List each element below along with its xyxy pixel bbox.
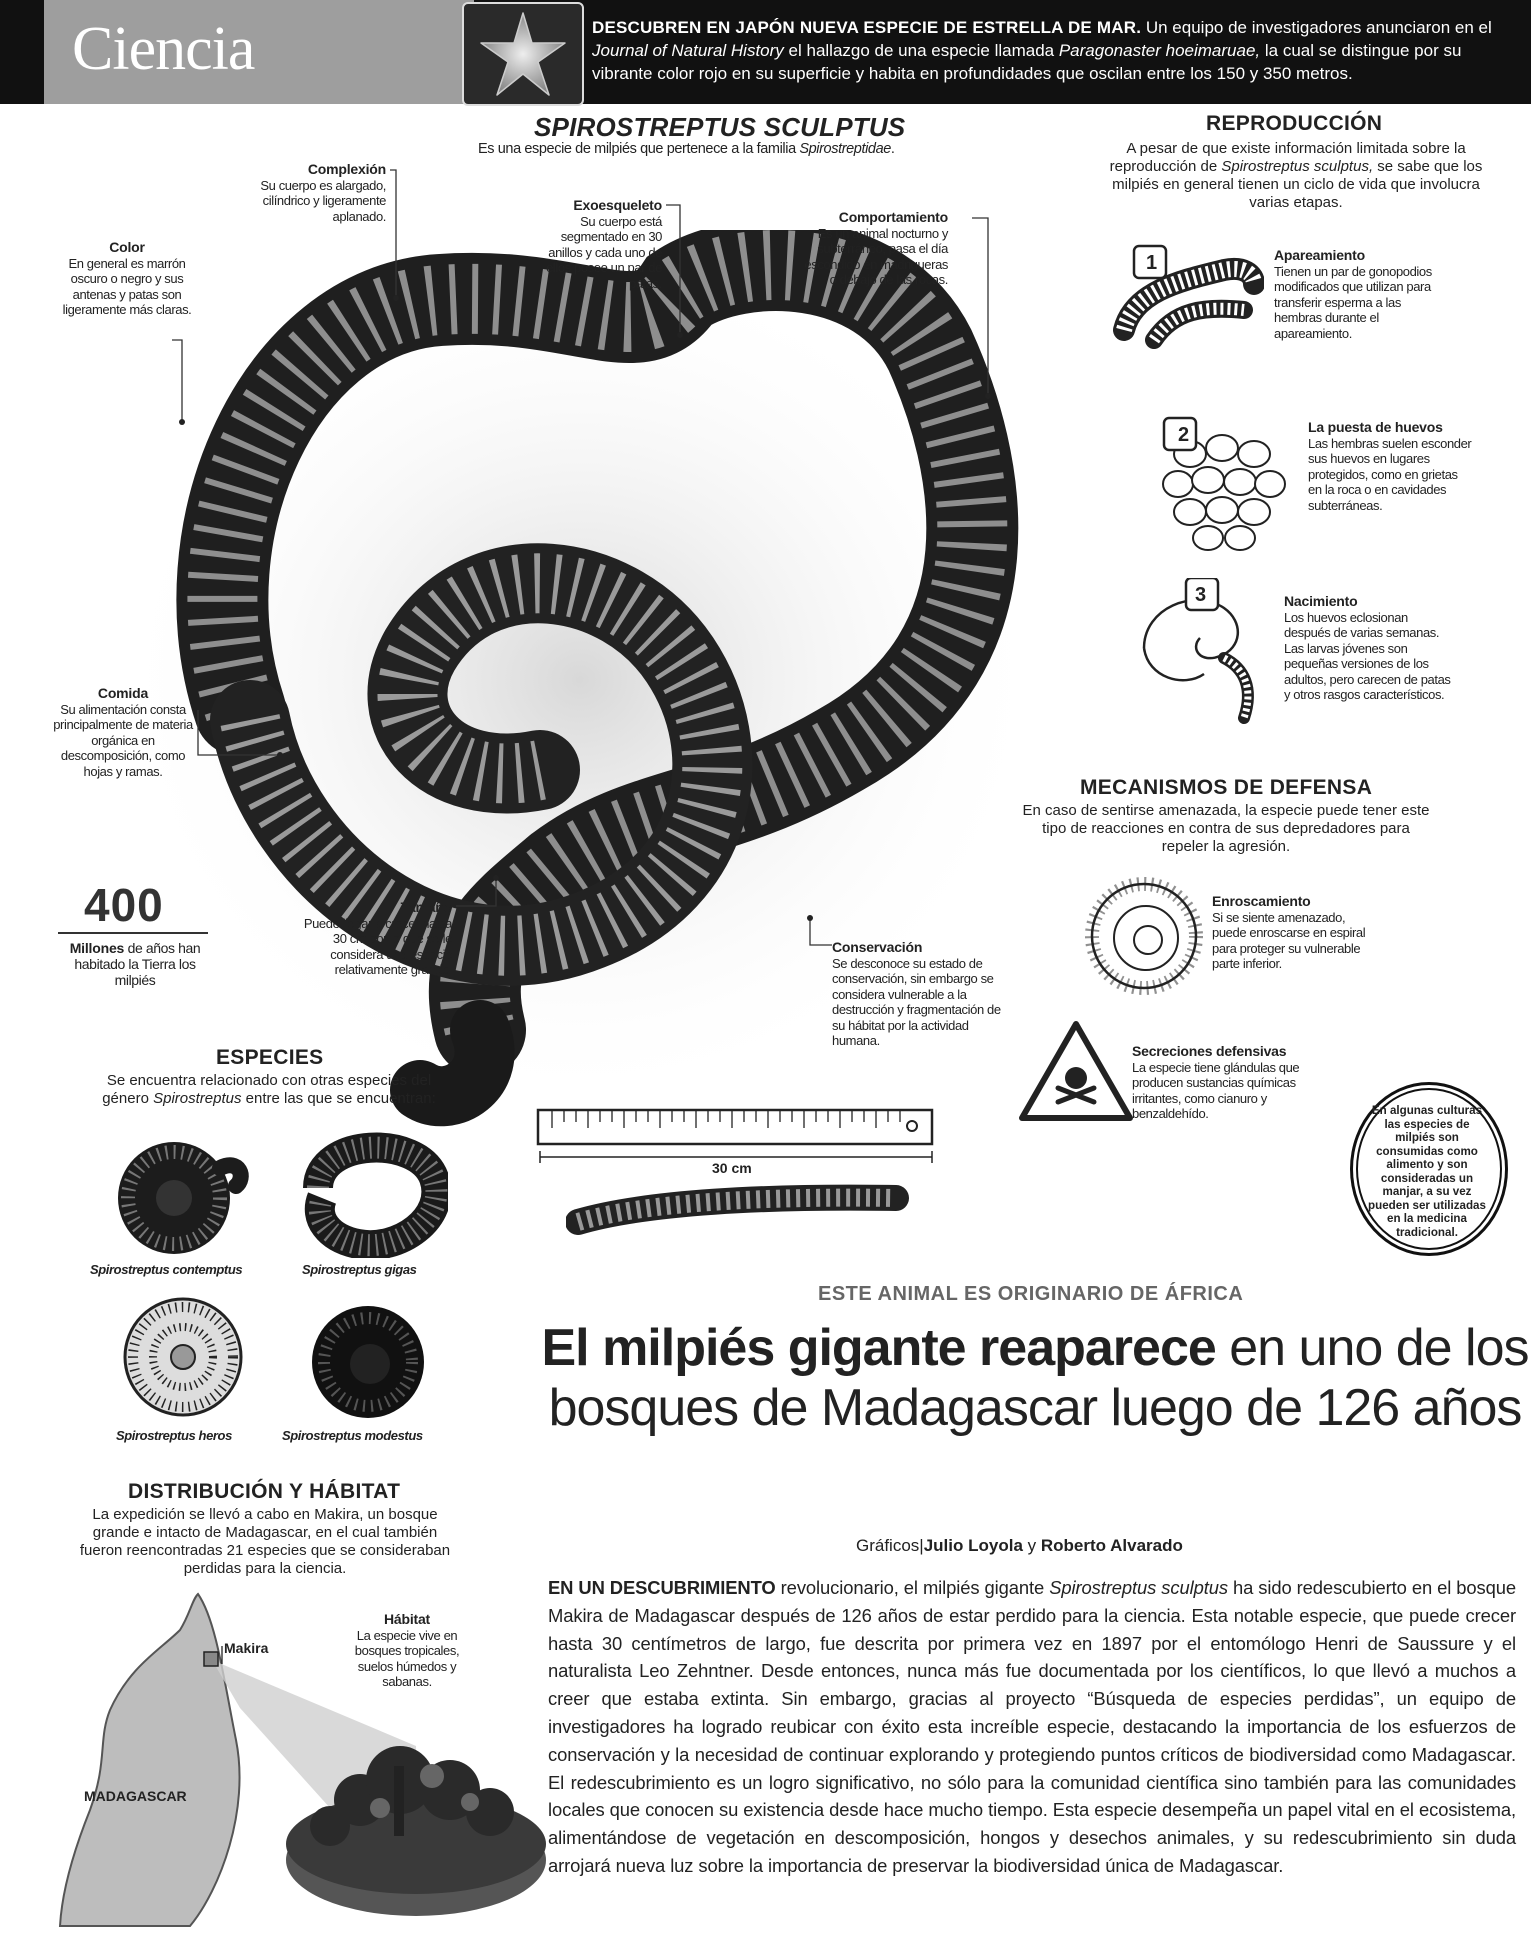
- callout-label: Comportamiento: [838, 209, 948, 225]
- credits-prefix: Gráficos|: [856, 1536, 924, 1555]
- callout-behavior: [800, 210, 948, 288]
- callout-color: [58, 240, 196, 318]
- article-lead: EN UN DESCUBRIMIENTO: [548, 1577, 776, 1598]
- stat-caption-text: de años han habitado la Tierra los milpiés: [74, 940, 201, 988]
- species-intro-text: Se encuentra relacionado con otras especies del género: [102, 1072, 432, 1107]
- callout-exoskeleton: [540, 198, 662, 291]
- callout-text: Su cuerpo está segmentado en 30 anillos y cada uno de ellos posee un par de patas.: [546, 213, 662, 291]
- callout-complexion: [220, 162, 386, 224]
- leader-dot: [179, 419, 185, 425]
- header-news-journal: Journal of Natural History: [592, 41, 784, 60]
- species-heros-image: [118, 1292, 248, 1422]
- species-name-4: Spirostreptus modestus: [282, 1428, 423, 1443]
- defense-intro: En caso de sentirse amenazada, la especie puede tener este tipo de reacciones en contra de sus depredadores para repeler la agresión.: [1022, 802, 1430, 855]
- leader-dot: [277, 752, 283, 758]
- step-label: La puesta de huevos: [1308, 419, 1443, 435]
- article-kicker: ESTE ANIMAL ES ORIGINARIO DE ÁFRICA: [818, 1283, 1244, 1305]
- callout-text: Es un animal nocturno y subterráneo, pasa el día escondido en madrigueras o debajo de las rocas.: [804, 225, 948, 287]
- main-subtitle-family: Spirostreptidae: [799, 141, 891, 157]
- callout-label: Conservación: [832, 939, 923, 955]
- defense-label: Secreciones defensivas: [1132, 1043, 1287, 1059]
- step-1-number: 1: [1146, 252, 1158, 274]
- step-3-text: [1284, 594, 1456, 703]
- reproduction-title: REPRODUCCIÓN: [1206, 112, 1383, 135]
- reproduction-intro-text: A pesar de que existe información limitada sobre la reproducción de: [1109, 140, 1466, 175]
- map-label-madagascar: MADAGASCAR: [84, 1788, 187, 1804]
- stat-divider: [58, 932, 208, 934]
- callout-food: [48, 686, 198, 779]
- defense-coiling: [1212, 894, 1380, 972]
- leader-dot: [393, 295, 399, 301]
- defense-title: MECANISMOS DE DEFENSA: [1080, 776, 1373, 799]
- callout-label: Comida: [97, 685, 149, 701]
- distribution-text: La expedición se llevó a cabo en Makira, un bosque grande e intacto de Madagascar, en el cual también fueron reencontradas 21 especies que se consideraban perdidas para la ciencia.: [79, 1506, 451, 1577]
- step-text: Los huevos eclosionan después de varias semanas. Las larvas jóvenes son pequeñas versiones de los adultos, pero carecen de patas y otros rasgos característicos.: [1284, 609, 1451, 702]
- leader-dot: [807, 915, 813, 921]
- defense-text: La especie tiene glándulas que producen sustancias químicas irritantes, como cianuro y benzaldehído.: [1132, 1059, 1300, 1121]
- main-subtitle-text: Es una especie de milpiés que pertenece a la familia: [478, 141, 800, 157]
- callout-text: Puede llegar a crecer hasta 30 cm por lo que se le considera una especie relativamente grande.: [303, 915, 452, 977]
- step-label: Nacimiento: [1284, 593, 1358, 609]
- header-news-text-3: la cual se distingue por su vibrante color rojo en su superficie y habita en profundidades que oscilan entre los 150 y 350 metros.: [592, 41, 1462, 83]
- callout-label: Color: [109, 239, 145, 255]
- species-gigas-image: [298, 1128, 448, 1258]
- stat-caption-bold: Millones: [69, 940, 125, 956]
- stat-caption: [55, 940, 215, 988]
- callout-text: Su cuerpo es alargado, cilíndrico y ligeramente aplanado.: [260, 177, 386, 224]
- main-title: SPIROSTREPTUS SCULPTUS: [534, 112, 906, 142]
- header-news-lead: DESCUBREN EN JAPÓN NUEVA ESPECIE DE ESTRELLA DE MAR.: [592, 18, 1142, 37]
- species-modestus-image: [296, 1296, 436, 1422]
- article-text-1: revolucionario, el milpiés gigante: [775, 1577, 1050, 1598]
- callout-label: Exoesqueleto: [573, 197, 662, 213]
- credits-name-1: Julio Loyola: [923, 1536, 1023, 1555]
- header-news-species: Paragonaster hoeimaruae,: [1058, 41, 1261, 60]
- article-body: [548, 1574, 1516, 1880]
- distribution-title: DISTRIBUCIÓN Y HÁBITAT: [128, 1480, 401, 1503]
- species-contemptus-image: [110, 1128, 250, 1262]
- habitat-callout: [340, 1612, 474, 1690]
- callout-label: Complexión: [307, 161, 386, 177]
- fact-bubble-text: En algunas culturas las especies de milpiés son consumidas como alimento y son consideradas un manjar, a su vez pueden ser utilizadas en la medicina tradicional.: [1368, 1104, 1486, 1239]
- callout-conservation: [832, 940, 1010, 1049]
- defense-text: Si se siente amenazado, puede enroscarse en espiral para proteger su vulnerable parte inferior.: [1212, 909, 1366, 971]
- toxic-hazard-icon: [1016, 1018, 1136, 1124]
- reproduction-intro: [1096, 140, 1496, 212]
- reproduction-intro-species: Spirostreptus sculptus,: [1221, 158, 1374, 175]
- credits-and: y: [1022, 1536, 1041, 1555]
- step-2-number: 2: [1178, 424, 1190, 446]
- stat-number: 400: [84, 879, 164, 931]
- step-text: Las hembras suelen esconder sus huevos en lugares protegidos, como en grietas en la roca o en cavidades subterráneas.: [1308, 435, 1472, 513]
- credits-name-2: Roberto Alvarado: [1040, 1536, 1183, 1555]
- defense-label: Enroscamiento: [1212, 893, 1311, 909]
- article-text-2: ha sido redescubierto en el bosque Makira de Madagascar después de 126 años de estar perdido para la ciencia. Esta notable especie, que puede crecer hasta 30 centímetros de largo, fue descrita por primera vez en 1897 por el entomólogo Henri de Saussure y el naturalista Leo Zehntner. Desde entonces, nunca más fue documentada por los científicos, lo que llevó a muchos a creer que estaba extinta. Sin embargo, gracias al proyecto “Búsqueda de especies perdidas”, un equipo de investigadores ha logrado reubicar con éxito esta increíble especie, destacando la importancia de los esfuerzos de conservación y la necesidad de continuar explorando y protegiendo puntos críticos de biodiversidad como Madagascar. El redescubrimiento es un logro significativo, no sólo para la comunidad científica sino también para las comunidades locales que conocen su existencia desde hace mucho tiempo. Esta especie desempeña un papel vital en el ecosistema, alimentándose de vegetación en descomposición, hongos y desechos animales, y su redescubrimiento sin duda arrojará nueva luz sobre la importancia de preservar la biodiversidad única de Madagascar.: [548, 1577, 1516, 1876]
- main-subtitle-end: .: [890, 141, 895, 157]
- callout-text: Se desconoce su estado de conservación, sin embargo se considera vulnerable a la destrucción y fragmentación de su hábitat por la actividad humana.: [832, 955, 1001, 1048]
- millipede-scale-illustration: [566, 1182, 912, 1240]
- coiled-millipede-icon: [1084, 876, 1204, 996]
- header-news-text: Un equipo de investigadores anunciaron en el: [1141, 18, 1492, 37]
- eggs-illustration: [1150, 414, 1300, 554]
- callout-label: Tamaño: [400, 899, 452, 915]
- ruler-label: 30 cm: [712, 1160, 752, 1176]
- leader-dot: [985, 393, 991, 399]
- species-intro: [84, 1072, 454, 1108]
- reproduction-intro-text-2: se sabe que los milpiés en general tienen un ciclo de vida que involucra varias etapas.: [1112, 158, 1483, 211]
- species-intro-genus: Spirostreptus: [153, 1090, 242, 1107]
- headline-bold: El milpiés gigante reaparece: [541, 1319, 1216, 1377]
- madagascar-map: [40, 1590, 560, 1930]
- step-text: Tienen un par de gonopodios modificados que utilizan para transferir esperma a las hembras durante el apareamiento.: [1274, 263, 1432, 341]
- graphics-credits: [856, 1536, 1183, 1556]
- leader-dot: [493, 875, 499, 881]
- section-name: Ciencia: [72, 15, 255, 83]
- species-intro-text-2: entre las que se encuentran:: [241, 1090, 436, 1107]
- map-label-makira: Makira: [224, 1640, 269, 1656]
- makira-leader-line: [210, 1646, 240, 1670]
- species-name-2: Spirostreptus gigas: [302, 1262, 417, 1277]
- callout-size: [288, 900, 452, 978]
- step-1-text: [1274, 248, 1434, 341]
- article-headline: [540, 1318, 1530, 1438]
- step-3-number: 3: [1195, 584, 1207, 606]
- headline-rest: en uno de los bosques de Madagascar luego de 126 años: [548, 1319, 1529, 1437]
- ruler-illustration: [536, 1106, 936, 1150]
- mating-illustration: [1104, 240, 1264, 350]
- article-species: Spirostreptus sculptus: [1049, 1577, 1228, 1598]
- species-name-1: Spirostreptus contemptus: [90, 1262, 243, 1277]
- habitat-label: Hábitat: [383, 1611, 431, 1627]
- step-2-text: [1308, 420, 1474, 513]
- step-label: Apareamiento: [1274, 247, 1365, 263]
- defense-secretions: [1132, 1044, 1318, 1122]
- habitat-text: La especie vive en bosques tropicales, suelos húmedos y sabanas.: [354, 1627, 460, 1689]
- header-news-text-2: el hallazgo de una especie llamada: [783, 41, 1059, 60]
- species-name-3: Spirostreptus heros: [116, 1428, 232, 1443]
- callout-text: Su alimentación consta principalmente de materia orgánica en descomposición, como hojas y ramas.: [53, 701, 193, 779]
- callout-text: En general es marrón oscuro o negro y sus antenas y patas son ligeramente más claras.: [62, 255, 192, 317]
- leader-dot: [677, 332, 683, 338]
- species-title: ESPECIES: [216, 1046, 324, 1069]
